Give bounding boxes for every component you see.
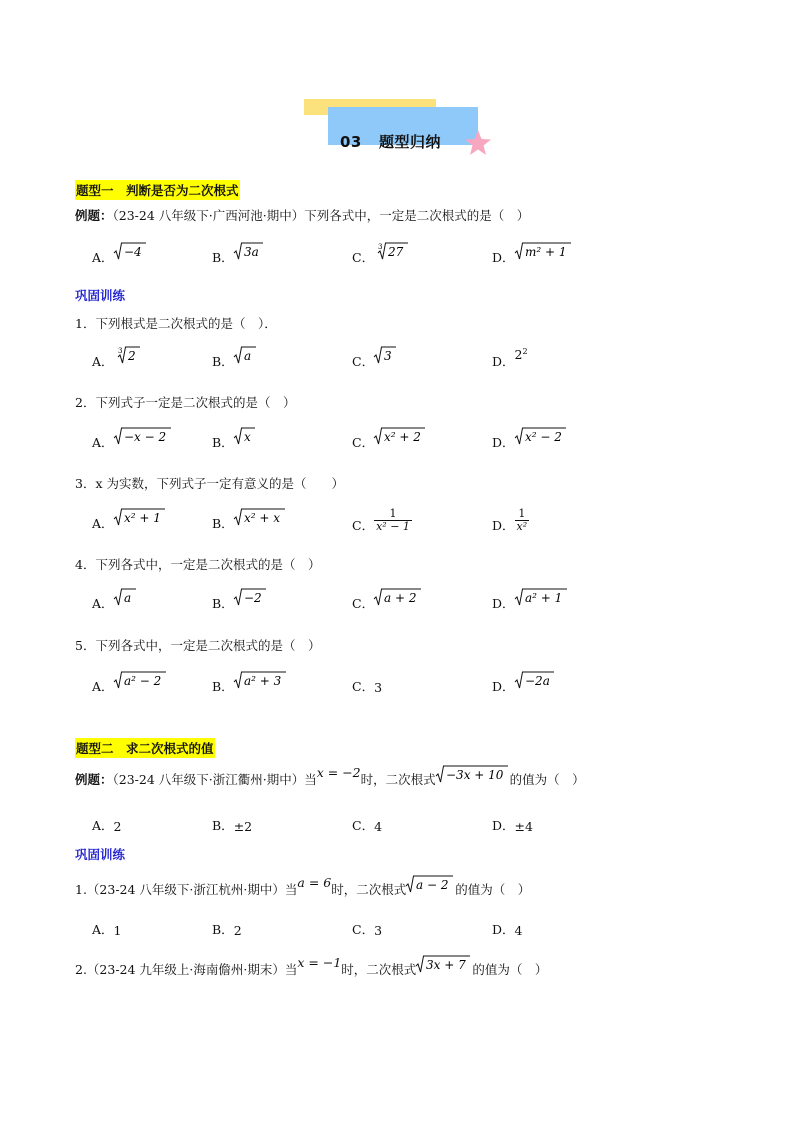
option-expression bbox=[374, 427, 427, 445]
option[interactable] bbox=[352, 507, 412, 539]
question-text-mid: 时，二次根式 bbox=[341, 962, 417, 977]
practice-label-1: 巩固训练 bbox=[75, 288, 126, 303]
radical-sign bbox=[234, 242, 265, 260]
radical-sign bbox=[406, 875, 455, 893]
option-expression bbox=[234, 819, 252, 834]
example-label: 例题： bbox=[75, 772, 113, 787]
question-condition: a = 6 bbox=[297, 875, 332, 890]
radicand: −2 bbox=[243, 590, 262, 605]
option-letter: D． bbox=[492, 679, 515, 694]
option[interactable] bbox=[492, 429, 568, 453]
radicand: a + 2 bbox=[384, 590, 417, 605]
option[interactable] bbox=[212, 590, 268, 614]
question-stem: 1．下列根式是二次根式的是（ ）． bbox=[75, 316, 277, 331]
option-expression bbox=[515, 819, 533, 834]
radical-sign bbox=[374, 588, 423, 606]
option[interactable] bbox=[352, 242, 410, 268]
question-stem: 4．下列各式中，一定是二次根式的是（ ） bbox=[75, 557, 321, 572]
option-expression bbox=[234, 346, 258, 364]
radicand: x² − 2 bbox=[524, 429, 562, 444]
radicand: a bbox=[123, 590, 131, 605]
option-letter: D． bbox=[492, 354, 515, 369]
radical-sign bbox=[515, 671, 556, 689]
practice-label-2: 巩固训练 bbox=[75, 847, 126, 862]
option[interactable] bbox=[492, 816, 533, 834]
option-expression bbox=[374, 346, 398, 364]
option-expression bbox=[374, 508, 412, 533]
header-title-text: 题型归纳 bbox=[379, 133, 442, 151]
radicand: −4 bbox=[123, 244, 142, 259]
option-letter: C． bbox=[352, 679, 375, 694]
option[interactable] bbox=[492, 244, 573, 268]
radicand: x² + 1 bbox=[123, 510, 161, 525]
option[interactable] bbox=[212, 920, 242, 938]
example-text-pre: （23-24 八年级下·浙江衢州·期中）当 bbox=[112, 772, 317, 787]
option-value: 3 bbox=[374, 680, 383, 695]
radicand: a² + 1 bbox=[524, 590, 562, 605]
radical-sign bbox=[515, 427, 568, 445]
fraction bbox=[374, 508, 412, 533]
option-exponent: 2 bbox=[522, 346, 528, 356]
option-expression bbox=[234, 923, 242, 938]
example-text-mid: 时，二次根式 bbox=[360, 772, 436, 787]
question-stem: 2．下列式子一定是二次根式的是（ ） bbox=[75, 395, 296, 410]
option[interactable] bbox=[492, 346, 528, 370]
option-expression bbox=[374, 819, 382, 834]
radical-sign bbox=[114, 671, 168, 689]
option[interactable] bbox=[352, 429, 427, 453]
radicand: a − 2 bbox=[416, 877, 449, 892]
option-letter: B． bbox=[212, 435, 234, 450]
radicand: −2a bbox=[524, 673, 550, 688]
option-expression bbox=[515, 508, 530, 533]
radicand: 3 bbox=[384, 348, 392, 363]
option-letter: B． bbox=[212, 250, 234, 265]
option-expression bbox=[234, 588, 268, 606]
radicand: −x − 2 bbox=[123, 429, 166, 444]
option-letter: B． bbox=[212, 818, 234, 833]
header-number: 03 bbox=[340, 133, 362, 151]
question-text-pre: 2.（23-24 九年级上·海南儋州·期末）当 bbox=[75, 962, 298, 977]
option[interactable] bbox=[352, 920, 382, 938]
option[interactable] bbox=[352, 677, 382, 695]
option-value: 3 bbox=[374, 923, 383, 938]
section-title-1: 题型一 判断是否为二次根式 bbox=[75, 180, 240, 200]
star-icon bbox=[463, 128, 493, 158]
option[interactable] bbox=[92, 346, 142, 372]
radicand: 27 bbox=[388, 244, 404, 259]
option-letter: A． bbox=[92, 354, 114, 369]
radical-sign bbox=[114, 508, 167, 526]
radical-index: 3 bbox=[378, 242, 383, 251]
example-text-post: 的值为（ ） bbox=[509, 772, 585, 787]
radical-sign bbox=[234, 508, 287, 526]
radical-sign bbox=[234, 427, 257, 445]
option-letter: D． bbox=[492, 435, 515, 450]
option[interactable] bbox=[352, 816, 382, 834]
radical-sign bbox=[374, 346, 398, 364]
radical-sign bbox=[416, 955, 472, 973]
option-letter: C． bbox=[352, 518, 375, 533]
option-value: 4 bbox=[374, 819, 383, 834]
option-expression bbox=[234, 242, 265, 260]
option[interactable] bbox=[92, 920, 121, 938]
option-expression bbox=[114, 346, 142, 364]
option[interactable] bbox=[492, 590, 569, 614]
option-expression bbox=[234, 427, 257, 445]
option[interactable] bbox=[212, 510, 287, 534]
radicand: 3a bbox=[243, 244, 259, 259]
example-1 bbox=[75, 206, 529, 224]
option[interactable] bbox=[92, 429, 173, 453]
option-letter: C． bbox=[352, 596, 375, 611]
option-value: ±2 bbox=[233, 819, 253, 834]
question-text-mid: 时，二次根式 bbox=[331, 882, 407, 897]
radical-sign bbox=[374, 427, 427, 445]
radicand: a² + 3 bbox=[243, 673, 281, 688]
option-expression bbox=[114, 427, 173, 445]
option-expression bbox=[515, 588, 569, 606]
option[interactable] bbox=[492, 920, 522, 938]
option-expression bbox=[374, 680, 382, 695]
radicand: m² + 1 bbox=[524, 244, 567, 259]
example-label: 例题： bbox=[75, 208, 113, 223]
radical-sign bbox=[234, 346, 258, 364]
fraction-numerator: 1 bbox=[515, 508, 530, 521]
question-radical bbox=[406, 875, 455, 893]
option-value: ±4 bbox=[514, 819, 533, 834]
option-expression bbox=[515, 671, 556, 689]
question-text-post: 的值为（ ） bbox=[455, 882, 531, 897]
radicand: a² − 2 bbox=[123, 673, 161, 688]
option-expression bbox=[114, 819, 122, 834]
option-expression bbox=[234, 671, 288, 689]
option-expression bbox=[114, 923, 122, 938]
question-stem bbox=[75, 955, 548, 980]
radicand: 3x + 7 bbox=[426, 957, 467, 972]
question-stem: 3．x 为实数，下列式子一定有意义的是（ ） bbox=[75, 476, 344, 491]
option-letter: C． bbox=[352, 922, 375, 937]
option-letter: D． bbox=[492, 596, 515, 611]
option[interactable] bbox=[212, 429, 257, 453]
radicand: x² + 2 bbox=[384, 429, 421, 444]
option-expression bbox=[114, 508, 167, 526]
option-letter: C． bbox=[352, 435, 375, 450]
question-text-pre: 1.（23-24 八年级下·浙江杭州·期中）当 bbox=[75, 882, 298, 897]
option-expression bbox=[374, 242, 410, 260]
option-expression bbox=[114, 242, 148, 260]
radicand: x bbox=[243, 429, 251, 444]
radical-sign bbox=[515, 588, 569, 606]
option-expression bbox=[374, 588, 423, 606]
option-letter: A． bbox=[92, 922, 114, 937]
radical-sign bbox=[436, 765, 510, 783]
option-letter: B． bbox=[212, 922, 234, 937]
option-letter: A． bbox=[92, 596, 114, 611]
option-letter: B． bbox=[212, 596, 234, 611]
radical-index: 3 bbox=[117, 346, 122, 355]
option-expression bbox=[515, 242, 573, 260]
option-value: 2 bbox=[514, 347, 523, 363]
radical-sign bbox=[114, 346, 142, 364]
option[interactable] bbox=[352, 590, 423, 614]
radical-sign bbox=[515, 242, 573, 260]
option-letter: D． bbox=[492, 922, 515, 937]
option[interactable] bbox=[352, 348, 398, 372]
radical-sign bbox=[114, 588, 138, 606]
option[interactable] bbox=[92, 816, 121, 834]
option-letter: C． bbox=[352, 818, 375, 833]
option-expression bbox=[114, 671, 168, 689]
radical-sign bbox=[114, 242, 148, 260]
question-text-post: 的值为（ ） bbox=[472, 962, 548, 977]
option-letter: B． bbox=[212, 516, 234, 531]
option-letter: A． bbox=[92, 818, 114, 833]
section-title-2: 题型二 求二次根式的值 bbox=[75, 738, 215, 758]
option-letter: A． bbox=[92, 250, 114, 265]
page-title bbox=[340, 131, 441, 152]
radicand: −3x + 10 bbox=[445, 767, 504, 782]
option[interactable] bbox=[212, 244, 265, 268]
question-stem: 5．下列各式中，一定是二次根式的是（ ） bbox=[75, 638, 321, 653]
fraction bbox=[515, 508, 530, 533]
option[interactable] bbox=[492, 673, 556, 697]
option-value: 2 bbox=[113, 819, 122, 834]
option[interactable] bbox=[212, 673, 288, 697]
example-radical bbox=[436, 765, 510, 783]
option-letter: A． bbox=[92, 516, 114, 531]
option-expression bbox=[374, 923, 382, 938]
option-expression bbox=[515, 923, 523, 938]
question-condition: x = −1 bbox=[297, 955, 342, 970]
example-text: （23-24 八年级下·广西河池·期中）下列各式中，一定是二次根式的是（ ） bbox=[112, 208, 530, 223]
radicand: a bbox=[243, 348, 251, 363]
option-expression bbox=[114, 588, 138, 606]
option-letter: D． bbox=[492, 818, 515, 833]
fraction-denominator: x² bbox=[516, 520, 528, 533]
option-letter: A． bbox=[92, 679, 114, 694]
option-expression bbox=[234, 508, 287, 526]
fraction-denominator: x² − 1 bbox=[376, 520, 410, 533]
option-letter: D． bbox=[492, 250, 515, 265]
option[interactable] bbox=[92, 244, 148, 268]
radical-sign bbox=[114, 427, 173, 445]
fraction-numerator: 1 bbox=[374, 508, 412, 521]
option-letter: D． bbox=[492, 518, 515, 533]
option[interactable] bbox=[92, 673, 168, 697]
radical-sign bbox=[234, 588, 268, 606]
question-stem bbox=[75, 875, 531, 900]
radicand: 2 bbox=[127, 348, 136, 363]
radical-sign bbox=[374, 242, 410, 260]
option-value: 1 bbox=[113, 923, 122, 938]
option-letter: C． bbox=[352, 250, 375, 265]
option-letter: C． bbox=[352, 354, 375, 369]
option-expression bbox=[515, 427, 568, 445]
radicand: x² + x bbox=[243, 510, 280, 525]
option[interactable] bbox=[212, 816, 252, 834]
option[interactable] bbox=[212, 348, 258, 372]
option-letter: A． bbox=[92, 435, 114, 450]
option-value: 2 bbox=[233, 923, 242, 938]
option-letter: B． bbox=[212, 354, 234, 369]
question-radical bbox=[416, 955, 472, 973]
option-value: 4 bbox=[514, 923, 523, 938]
option[interactable] bbox=[92, 590, 138, 614]
radical-sign bbox=[234, 671, 288, 689]
example-condition: x = −2 bbox=[316, 765, 361, 780]
option[interactable] bbox=[492, 507, 529, 539]
option-letter: B． bbox=[212, 679, 234, 694]
option[interactable] bbox=[92, 510, 167, 534]
example-2 bbox=[75, 765, 585, 790]
option-expression bbox=[515, 347, 528, 362]
